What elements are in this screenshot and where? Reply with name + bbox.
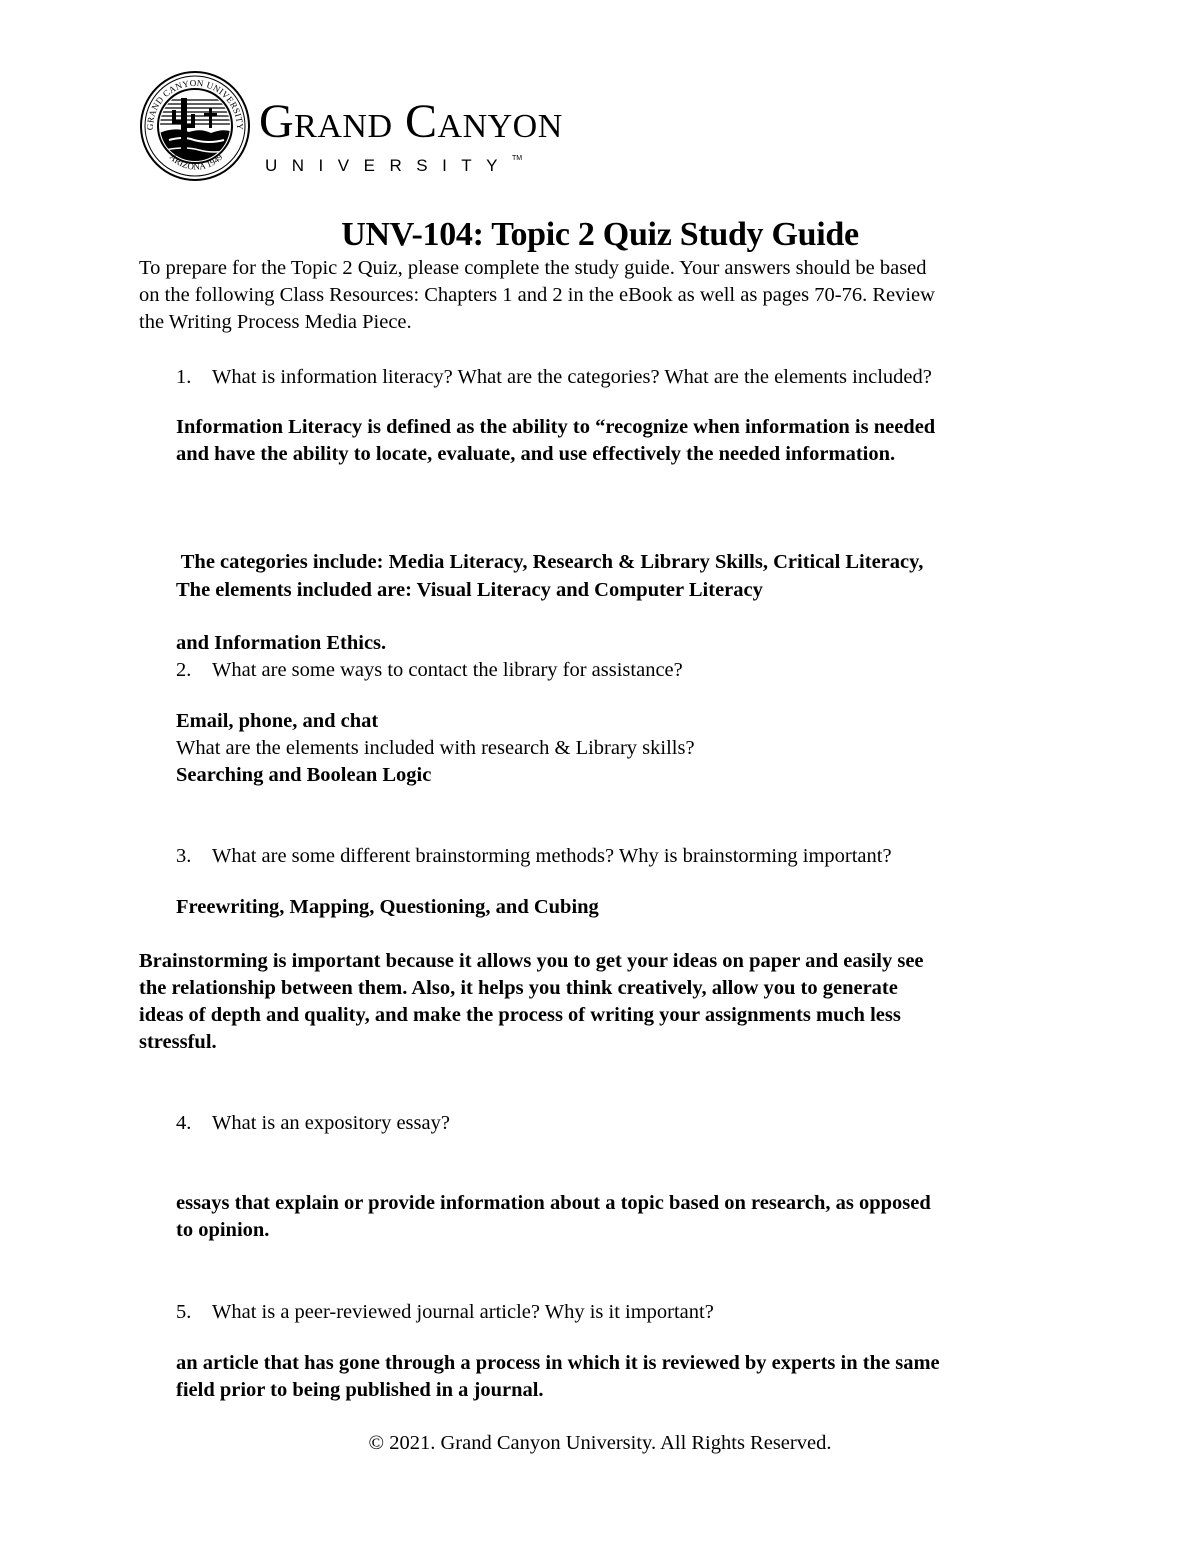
intro-line: the Writing Process Media Piece. bbox=[139, 311, 412, 333]
answer-line: The categories include: Media Literacy, Research & Library Skills, Critical Literacy, bbox=[176, 551, 924, 573]
intro-line: on the following Class Resources: Chapters 1 and 2 in the eBook as well as pages 70-76. Review bbox=[139, 284, 935, 306]
answer-1-definition bbox=[176, 414, 935, 468]
answer-line: ideas of depth and quality, and make the process of writing your assignments much less bbox=[139, 1004, 901, 1026]
followup-question-2: What are the elements included with research & Library skills? bbox=[176, 737, 695, 759]
question-3 bbox=[176, 843, 892, 870]
answer-line: stressful. bbox=[139, 1031, 217, 1053]
trademark-symbol: TM bbox=[512, 155, 523, 162]
answer-line: and Information Ethics. bbox=[176, 632, 387, 654]
answer-line: Brainstorming is important because it allows you to get your ideas on paper and easily see bbox=[139, 950, 924, 972]
question-text: What are some different brainstorming methods? Why is brainstorming important? bbox=[212, 845, 892, 867]
answer-line: to opinion. bbox=[176, 1219, 270, 1241]
answer-line: essays that explain or provide information about a topic based on research, as opposed bbox=[176, 1192, 931, 1214]
answer-3-methods: Freewriting, Mapping, Questioning, and Cubing bbox=[176, 896, 599, 918]
question-number: 4. bbox=[176, 1112, 192, 1134]
wordmark-grand-canyon: Grand Canyon bbox=[259, 95, 563, 148]
answer-line: field prior to being published in a journal. bbox=[176, 1379, 544, 1401]
question-number: 5. bbox=[176, 1301, 192, 1323]
answer-line: and have the ability to locate, evaluate, and use effectively the needed information. bbox=[176, 443, 896, 465]
answer-4 bbox=[176, 1190, 931, 1244]
question-number: 3. bbox=[176, 845, 192, 867]
university-logo bbox=[139, 70, 619, 188]
intro-line: To prepare for the Topic 2 Quiz, please complete the study guide. Your answers should be based bbox=[139, 257, 927, 279]
question-5 bbox=[176, 1299, 714, 1326]
svg-text:ARIZONA 1949: ARIZONA 1949 bbox=[167, 151, 225, 172]
answer-5 bbox=[176, 1350, 940, 1404]
question-1 bbox=[176, 364, 932, 391]
answer-line: The elements included are: Visual Literacy and Computer Literacy bbox=[176, 579, 763, 601]
copyright-footer: © 2021. Grand Canyon University. All Rights Reserved. bbox=[368, 1432, 832, 1454]
svg-text:GRAND CANYON UNIVERSITY: GRAND CANYON UNIVERSITY bbox=[144, 77, 246, 131]
answer-line: the relationship between them. Also, it helps you think creatively, allow you to generate bbox=[139, 977, 898, 999]
question-4 bbox=[176, 1110, 450, 1137]
intro-paragraph bbox=[139, 255, 935, 336]
question-2 bbox=[176, 657, 683, 684]
wordmark-university: UNIVERSITY™ bbox=[265, 155, 523, 175]
question-text: What is information literacy? What are the categories? What are the elements included? bbox=[212, 366, 932, 388]
question-text: What are some ways to contact the library for assistance? bbox=[212, 659, 683, 681]
document-title: UNV-104: Topic 2 Quiz Study Guide bbox=[341, 216, 859, 253]
answer-line: an article that has gone through a process in which it is reviewed by experts in the same bbox=[176, 1352, 940, 1374]
question-text: What is a peer-reviewed journal article? Why is it important? bbox=[212, 1301, 714, 1323]
question-number: 1. bbox=[176, 366, 192, 388]
question-text: What is an expository essay? bbox=[212, 1112, 450, 1134]
followup-answer-2: Searching and Boolean Logic bbox=[176, 764, 432, 786]
question-number: 2. bbox=[176, 659, 192, 681]
answer-2: Email, phone, and chat bbox=[176, 710, 379, 732]
answer-3-importance bbox=[139, 948, 924, 1056]
answer-1-elements bbox=[176, 577, 763, 604]
answer-line: Information Literacy is defined as the ability to “recognize when information is needed bbox=[176, 416, 936, 438]
university-seal-icon bbox=[139, 70, 251, 182]
